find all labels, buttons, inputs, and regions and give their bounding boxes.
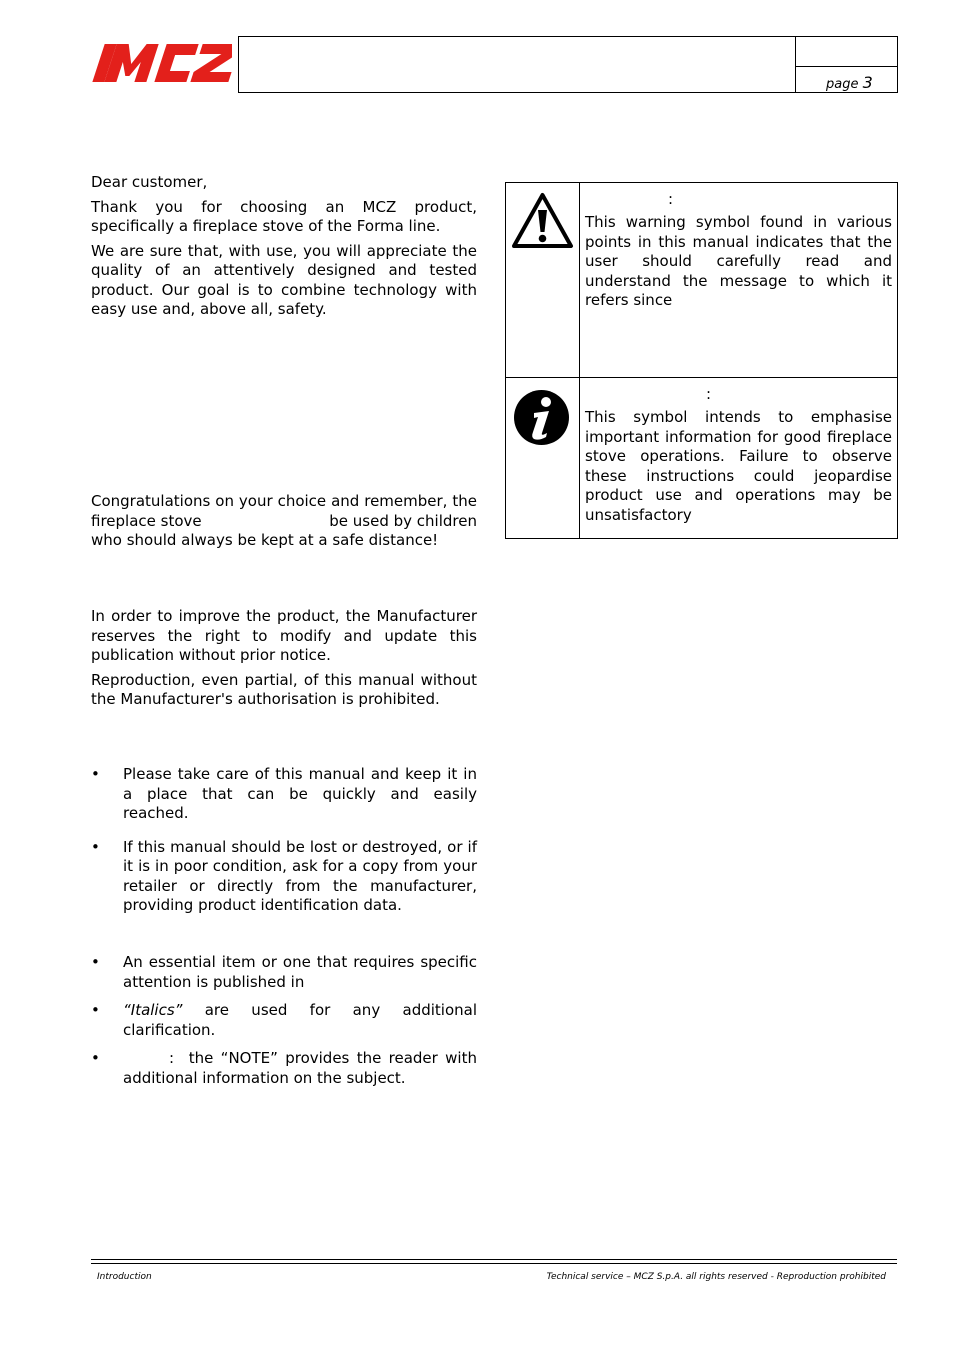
italics-example: “Italics” xyxy=(123,1001,183,1019)
info-paragraph: This symbol intends to emphasise important information for good fireplace stove operations. Failure to observe these instructions could jeopardise product use and operations may be unsatisfactory xyxy=(585,408,892,524)
rights-paragraph-2: Reproduction, even partial, of this manual without the Manufacturer's authorisation is prohibited. xyxy=(91,670,477,708)
mcz-logo xyxy=(92,40,232,86)
care-bullets xyxy=(91,765,477,916)
info-colon: : xyxy=(706,385,712,403)
page-label: page xyxy=(826,77,859,92)
list-item: • Please take care of this manual and keep it in a place that can be quickly and easily reached. xyxy=(91,765,477,824)
convention-bullets xyxy=(91,953,477,1088)
congrats-line-2b: be used by children xyxy=(329,511,477,530)
info-icon xyxy=(513,389,570,446)
rights-section xyxy=(91,607,477,710)
footer-rule xyxy=(91,1259,897,1260)
warning-paragraph: This warning symbol found in various points in this manual indicates that the user should carefully read and understand the message to which it refers since xyxy=(585,213,892,309)
header-divider xyxy=(795,36,796,93)
info-text xyxy=(585,408,892,525)
list-item xyxy=(91,1001,477,1040)
congrats-line-3: who should always be kept at a safe distance! xyxy=(91,531,439,549)
list-item: • If this manual should be lost or destroyed, or if it is in poor condition, ask for a copy from your retailer or directly from the manufacturer, providing product identification data. xyxy=(91,838,477,916)
congrats-line-2a: fireplace stove xyxy=(91,511,202,530)
page-number xyxy=(826,73,873,95)
list-item: • An essential item or one that requires specific attention is published in xyxy=(91,953,477,992)
footer-rule xyxy=(91,1263,897,1264)
page-number-value: 3 xyxy=(862,73,873,92)
intro-paragraph-1: Thank you for choosing an MCZ product, specifically a fireplace stove of the Forma line. xyxy=(91,197,477,235)
congrats-line-2 xyxy=(91,512,477,532)
note-rest: the “NOTE” provides the reader with additional information on the subject. xyxy=(123,1049,477,1087)
greeting: Dear customer, xyxy=(91,173,208,191)
symbols-table-row-divider xyxy=(505,377,898,378)
symbols-table-divider xyxy=(579,182,580,539)
note-colon: : xyxy=(169,1049,175,1067)
warning-text xyxy=(585,213,892,311)
header-hline xyxy=(795,66,897,67)
footer-copyright: Technical service – MCZ S.p.A. all rights reserved - Reproduction prohibited xyxy=(546,1272,886,1282)
warning-icon xyxy=(511,192,574,250)
intro-section xyxy=(91,173,477,320)
mcz-logo-icon xyxy=(92,40,232,86)
footer-section-name: Introduction xyxy=(97,1272,152,1282)
warning-colon: : xyxy=(668,190,674,208)
list-item xyxy=(91,1049,477,1088)
italics-rest: are used for any additional clarification. xyxy=(123,1001,477,1039)
intro-paragraph-2: We are sure that, with use, you will appreciate the quality of an attentively designed and tested product. Our goal is to combine technology with easy use and, above all, safety. xyxy=(91,241,477,318)
rights-paragraph-1: In order to improve the product, the Manufacturer reserves the right to modify and update this publication without prior notice. xyxy=(91,607,477,664)
congrats-line-1: Congratulations on your choice and remember, the xyxy=(91,492,477,510)
congrats-section xyxy=(91,492,477,551)
header-title-box xyxy=(238,36,898,93)
